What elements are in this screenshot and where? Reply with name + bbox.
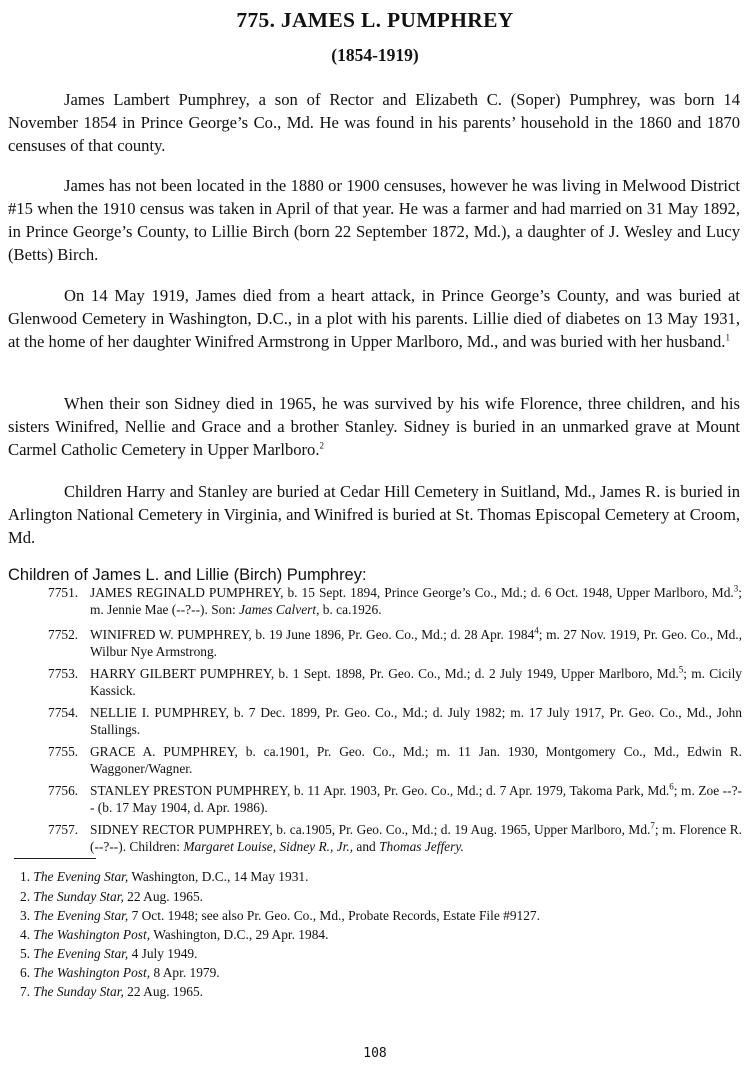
footnote: 7. The Sunday Star, 22 Aug. 1965. (20, 984, 204, 999)
child-number: 7756. (48, 783, 79, 798)
child-number: 7752. (48, 627, 79, 642)
biography-paragraph-1: James Lambert Pumphrey, a son of Rector and Elizabeth C. (Soper) Pumphrey, was born 14 November 1854 in Prince George’s Co., Md. He was found in his parents’ household in the 1860 and 1870 censuses of that county. (8, 90, 740, 155)
child-entry: 7756. STANLEY PRESTON PUMPHREY, b. 11 Apr. 1903, Pr. Geo. Co., Md.; d. 7 Apr. 1979, Takoma Park, Md.$^6$; m. Zoe --?-- (b. 17 May 1904, d. Apr. 1986). (48, 781, 742, 816)
footnote-divider (14, 858, 96, 859)
child-number: 7754. (48, 705, 79, 720)
footnote: 3. The Evening Star, 7 Oct. 1948; see also Pr. Geo. Co., Md., Probate Records, Estate File #9127. (20, 908, 540, 923)
footnote-ref: 2 (319, 440, 325, 451)
footnote: 5. The Evening Star, 4 July 1949. (20, 946, 198, 961)
page-title: 775. JAMES L. PUMPHREY (236, 8, 514, 32)
footnote: 1. The Evening Star, Washington, D.C., 14 May 1931. (20, 869, 309, 884)
biography-paragraph-4: When their son Sidney died in 1965, he was survived by his wife Florence, three children, and his sisters Winifred, Nellie and Grace and a brother Stanley. Sidney is buried in an unmarked grave at Mount Carmel Catholic Cemetery in Upper Marlboro.$^2$ (8, 394, 740, 459)
footnote: 4. The Washington Post, Washington, D.C., 29 Apr. 1984. (20, 927, 329, 942)
child-number: 7751. (48, 585, 79, 600)
biography-paragraph-5: Children Harry and Stanley are buried at Cedar Hill Cemetery in Suitland, Md., James R. is buried in Arlington National Cemetery in Virginia, and Winifred is buried at St. Thomas Episcopal Cemetery at Croom, Md. (8, 482, 740, 547)
child-entry: 7757. SIDNEY RECTOR PUMPHREY, b. ca.1905, Pr. Geo. Co., Md.; d. 19 Aug. 1965, Upper Marlboro, Md.$^7$; m. Florence R. (--?--). Children: Margaret Louise, Sidney R., Jr., and Thomas Jeffery. (48, 820, 743, 855)
children-heading: Children of James L. and Lillie (Birch) Pumphrey: (8, 566, 367, 584)
footnote-ref: 1 (725, 332, 730, 343)
biography-paragraph-3: On 14 May 1919, James died from a heart attack, in Prince George’s County, and was buried at Glenwood Cemetery in Washington, D.C., in a plot with his parents. Lillie died of diabetes on 13 May 1931, at the home of her daughter Winifred Armstrong in Upper Marlboro, Md., and was buried with her husband.$^1$ (8, 286, 740, 351)
page-number: 108 (363, 1046, 387, 1061)
life-years: (1854-1919) (331, 45, 419, 65)
child-entry: 7752. WINIFRED W. PUMPHREY, b. 19 June 1896, Pr. Geo. Co., Md.; d. 28 Apr. 1984$^4$; m. 27 Nov. 1919, Pr. Geo. Co., Md., Wilbur Nye Armstrong. (48, 625, 742, 660)
child-entry: 7753. HARRY GILBERT PUMPHREY, b. 1 Sept. 1898, Pr. Geo. Co., Md.; d. 2 July 1949, Upper Marlboro, Md.$^5$; m. Cicily Kassick. (48, 664, 742, 699)
child-number: 7755. (48, 744, 79, 759)
biography-paragraph-2: James has not been located in the 1880 or 1900 censuses, however he was living in Melwood District #15 when the 1910 census was taken in April of that year. He was a farmer and had married on 31 May 1892, in Prince George’s County, to Lillie Birch (born 22 September 1872, Md.), a daughter of J. Wesley and Lucy (Betts) Birch. (8, 176, 740, 264)
footnote: 6. The Washington Post, 8 Apr. 1979. (20, 965, 220, 980)
child-entry: 7754. NELLIE I. PUMPHREY, b. 7 Dec. 1899, Pr. Geo. Co., Md.; d. July 1982; m. 17 July 1917, Pr. Geo. Co., Md., John Stallings. (48, 705, 742, 738)
child-entry: 7755. GRACE A. PUMPHREY, b. ca.1901, Pr. Geo. Co., Md.; m. 11 Jan. 1930, Montgomery Co., Md., Edwin R. Waggoner/Wagner. (48, 744, 742, 777)
footnote: 2. The Sunday Star, 22 Aug. 1965. (20, 889, 204, 904)
child-number: 7753. (48, 666, 79, 681)
child-entry: 7751. JAMES REGINALD PUMPHREY, b. 15 Sept. 1894, Prince George’s Co., Md.; d. 6 Oct. 1948, Upper Marlboro, Md.$^3$; m. Jennie Mae (--?--). Son: James Calvert, b. ca.1926. (48, 583, 742, 618)
child-number: 7757. (48, 822, 79, 837)
